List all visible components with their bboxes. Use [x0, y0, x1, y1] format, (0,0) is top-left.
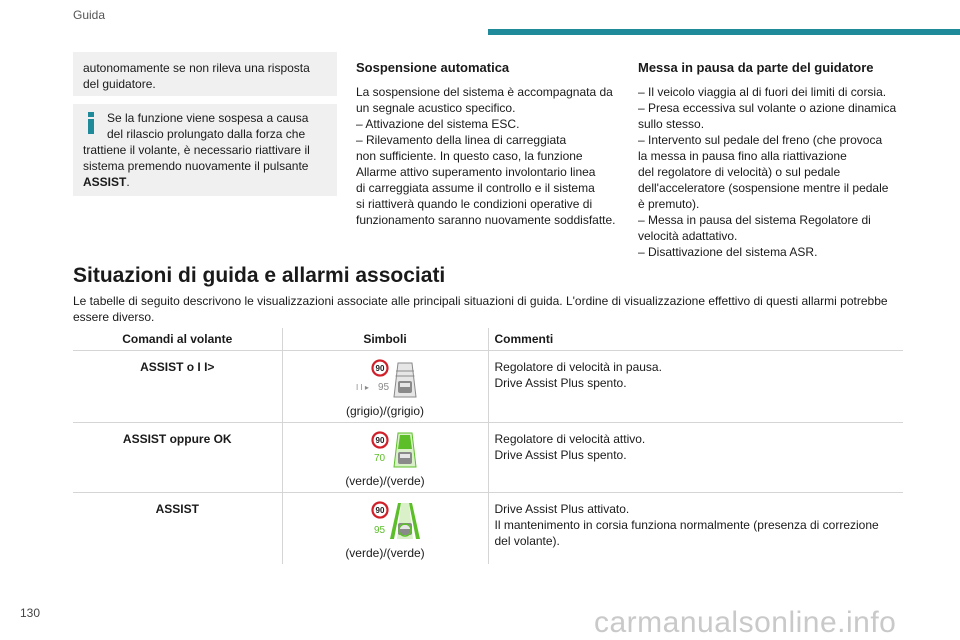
assist-bold: ASSIST [83, 175, 127, 189]
comment-line: Regolatore di velocità in pausa. [494, 359, 662, 374]
pause-line: sullo stesso. [638, 117, 705, 131]
suspension-column [356, 60, 621, 228]
suspension-heading: Sospensione automatica [356, 60, 510, 75]
pause-column [638, 60, 910, 260]
info-line-4: sistema premendo nuovamente il pulsante [83, 159, 309, 173]
sign-value: 90 [375, 505, 385, 515]
header-accent-bar [488, 29, 960, 35]
susp-line: funzionamento saranno nuovamente soddisfatte. [356, 213, 616, 227]
cruise-active-symbol-icon [350, 431, 420, 469]
row-comment [488, 492, 903, 564]
susp-line: di carreggiata assume il controllo e il sistema [356, 181, 595, 195]
header-commands: Comandi al volante [73, 328, 282, 350]
svg-text:I I ▸: I I ▸ [356, 382, 369, 392]
page-number: 130 [20, 606, 41, 620]
header-symbols: Simboli [282, 328, 488, 350]
pause-line: – Presa eccessiva sul volante o azione dinamica [638, 101, 897, 115]
info-line-5 [83, 174, 327, 190]
drive-assist-symbol-icon [350, 501, 420, 541]
info-icon [88, 112, 94, 134]
susp-line: La sospensione del sistema è accompagnata da [356, 85, 613, 99]
row-comment [488, 422, 903, 492]
pause-line: – Intervento sul pedale del freno (che provoca [638, 133, 883, 147]
info-end: . [126, 175, 130, 189]
comment-line: Drive Assist Plus spento. [494, 447, 627, 462]
row-command: ASSIST oppure OK [73, 422, 282, 492]
pause-line: – Il veicolo viaggia al di fuori dei limiti di corsia. [638, 85, 887, 99]
note-text: autonomamente se non rileva una risposta del guidatore. [83, 61, 310, 91]
table-row [73, 492, 903, 564]
header-comments: Commenti [488, 328, 903, 350]
susp-line: Allarme attivo superamento involontario linea [356, 165, 596, 179]
info-box [73, 104, 337, 196]
speed-value: 95 [378, 381, 390, 393]
info-line-2: del rilascio prolungato dalla forza che [107, 127, 306, 141]
row-command: ASSIST o I I> [73, 350, 282, 422]
row-comment [488, 350, 903, 422]
row-caption: (grigio)/(grigio) [345, 403, 425, 418]
speed-value: 95 [374, 524, 386, 536]
pause-line: è premuto). [638, 197, 700, 211]
table-header-row [73, 328, 903, 350]
sign-value: 90 [375, 363, 385, 373]
comment-line: Regolatore di velocità attivo. [494, 431, 646, 446]
row-command: ASSIST [73, 492, 282, 564]
row-symbol [282, 422, 488, 492]
pause-line: – Messa in pausa del sistema Regolatore di [638, 213, 871, 227]
alerts-table [73, 328, 903, 564]
sign-value: 90 [375, 435, 385, 445]
pause-line: del regolatore di velocità) o sul pedale [638, 165, 841, 179]
info-line-1: Se la funzione viene sospesa a causa [107, 111, 309, 125]
susp-line: – Attivazione del sistema ESC. [356, 117, 520, 131]
table-row [73, 422, 903, 492]
info-line-3: trattiene il volante, è necessario riattivare il [83, 143, 310, 157]
row-symbol [282, 350, 488, 422]
watermark: carmanualsonline.info [594, 606, 897, 639]
row-caption: (verde)/(verde) [345, 545, 425, 560]
cruise-paused-symbol-icon [350, 359, 420, 399]
section-title: Situazioni di guida e allarmi associati [73, 264, 446, 287]
speed-value: 70 [374, 452, 386, 464]
pause-line: dell'acceleratore (sospensione mentre il pedale [638, 181, 889, 195]
comment-line: Drive Assist Plus attivato. [494, 501, 630, 516]
row-caption: (verde)/(verde) [345, 473, 425, 488]
pause-heading: Messa in pausa da parte del guidatore [638, 60, 874, 75]
pause-line: – Disattivazione del sistema ASR. [638, 245, 818, 259]
susp-line: non sufficiente. In questo caso, la funzione [356, 149, 583, 163]
susp-line: si riattiverà quando le condizioni operative di [356, 197, 593, 211]
table-row [73, 350, 903, 422]
section-intro: Le tabelle di seguito descrivono le visualizzazioni associate alle principali situazioni di guida. L'ordine di visualizzazione effettivo di questi allarmi potrebbe essere diverso. [73, 294, 888, 324]
pause-line: la messa in pausa fino alla riattivazione [638, 149, 847, 163]
comment-line: Drive Assist Plus spento. [494, 375, 627, 390]
pause-line: velocità adattativo. [638, 229, 738, 243]
susp-line: un segnale acustico specifico. [356, 101, 516, 115]
susp-line: – Rilevamento della linea di carreggiata [356, 133, 567, 147]
comment-line: Il mantenimento in corsia funziona normalmente (presenza di correzione del volante). [494, 517, 879, 548]
row-symbol [282, 492, 488, 564]
note-box [73, 52, 337, 96]
header-title: Guida [73, 8, 106, 22]
